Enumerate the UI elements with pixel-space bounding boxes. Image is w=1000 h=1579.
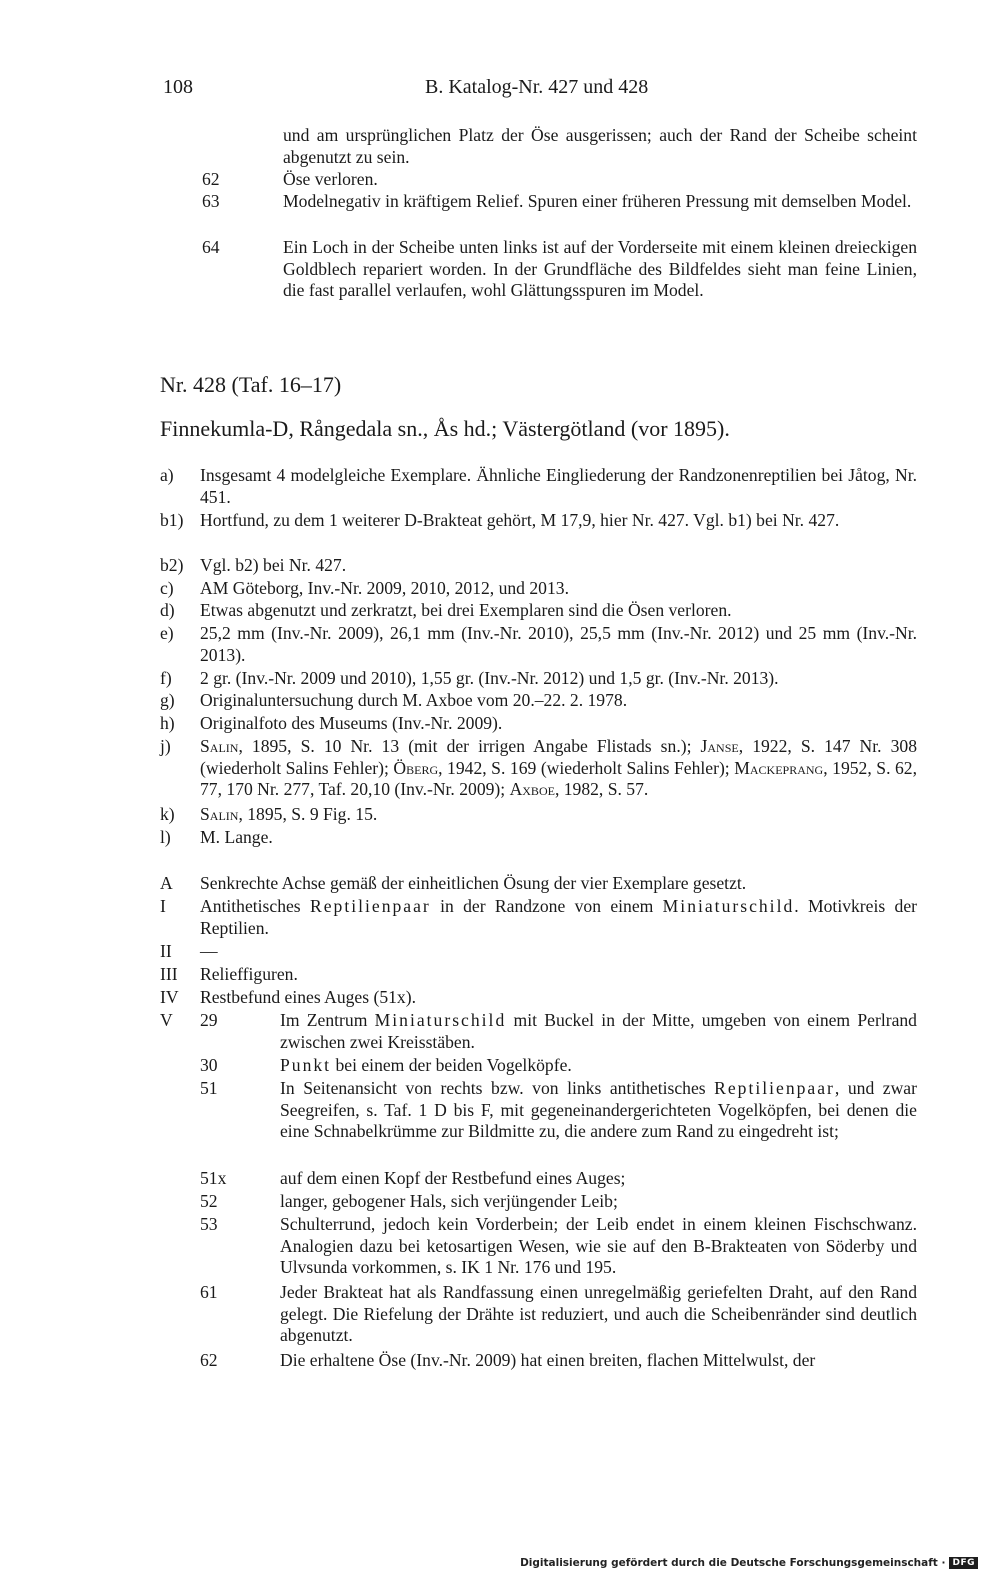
author-mackeprang: Mackeprang [734, 757, 824, 778]
funding-footer [520, 1557, 978, 1569]
author-oberg: Öberg [393, 757, 439, 778]
author-janse: Janse [700, 736, 739, 756]
author-axboe: Axboe [509, 779, 555, 800]
author-salin: Salin [200, 736, 239, 756]
entry-number-heading: Nr. 428 (Taf. 16–17) [160, 372, 342, 397]
page-number: 108 [163, 76, 193, 98]
document-page: 108 B. Katalog-Nr. 427 und 428 und am ursprünglichen Platz der Öse ausgerissen; auch der Rand der Scheibe scheint abgenutzt zu sein. 62 Öse verloren. 63 Modelnegativ in kräftigem Relief. Spuren einer früheren Pressung mit demselben Model. 64 Ein Loch in der Scheibe unten links ist auf der Vorderseite mit einem kleinen dreieckigen Goldblech repariert worden. In der Grundfläche des Bildfeldes sieht man feine Linien, die fast parallel verlaufen, wohl Glättungsspuren im Model. Nr. 428 (Taf. 16–17) Finnekumla-D, Rångedala sn., Ås hd.; Västergötland (vor 1895). a) Insgesamt 4 modelgleiche Exemplare. Ähnliche Eingliederung der Randzonenreptilien bei Jåtog, Nr. 451. b1) Hortfund, zu dem 1 weiterer D-Brakteat gehört, M 17,9, hier Nr. 427. Vgl. b1) bei Nr. 427. b2) Vgl. b2) bei Nr. 427. c) AM Göteborg, Inv.-Nr. 2009, 2010, 2012, und 2013. d) Etwas abgenutzt und zerkratzt, bei drei Exemplaren sind die Ösen verloren. e) 25,2 mm (Inv.-Nr. 2009), 26,1 mm (Inv.-Nr. 2010), 25,5 mm (Inv.-Nr. 2012) und 25 mm (Inv.-Nr. 2013). f) 2 gr. (Inv.-Nr. 2009 und 2010), 1,55 gr. (Inv.-Nr. 2012) und 1,5 gr. (Inv.-Nr. 2013). g) Originaluntersuchung durch M. Axboe vom 20.–22. 2. 1978. h) Originalfoto des Museums (Inv.-Nr. 2009). j) Salin, 1895, S. 10 Nr. 13 (mit der irrigen Angabe Flistads sn.); Janse, 1922, S. 147 Nr. 308 (wiederholt Salins Fehler); Öberg, 1942, S. 169 (wiederholt Salins Fehler); Mackeprang, 1952, S. 62, 77, 170 Nr. 277, Taf. 20,10 (Inv.-Nr. 2009); Axboe, 1982, S. 57. k) Salin, 1895, S. 9 Fig. 15. l) M. Lange. A Senkrechte Achse gemäß der einheitlichen Ösung der vier Exemplare gesetzt. I Antithetisches Reptilienpaar in der Randzone von einem Miniaturschild. Motivkreis der Reptilien. II — III Relieffiguren. IV Restbefund eines Auges (51x). V 29 Im Zentrum Miniaturschild mit Buckel in der Mitte, umgeben von einem Perlrand zwischen zwei Kreisstäben. 30 Punkt bei einem der beiden Vogelköpfe. 51 In Seitenansicht von rechts bzw. von links antithetisches Reptilienpaar, und zwar Seegreifen, s. Taf. 1 D bis F, mit gegeneinandergerichteten Vogelköpfen, bei denen die eine Schnabelkrümme zur Bildmitte zu, die andere zum Rand zu eingedreht ist; 51x auf dem einen Kopf der Restbefund eines Auges; 52 langer, gebogener Hals, sich verjüngender Leib; 53 Schulterrund, jedoch kein Vorderbein; der Leib endet in einem kleinen Fischschwanz. Analogien dazu bei ketosartigen Wesen, wie sie auf den B-Brakteaten von Söderby und Ulvsunda vorkommen, s. IK 1 Nr. 176 und 195. 61 Jeder Brakteat hat als Randfassung einen unregelmäßig geriefelten Draht, auf den Rand gelegt. Die Riefelung der Drähte ist reduziert, und auch die Scheibenränder sind deutlich abgenutzt. 62 Die erhaltene Öse (Inv.-Nr. 2009) hat einen breiten, flachen Mittelwulst, der Digitalisierung gefördert durch die Deutsche Forschungsgemeinschaft · DFG [0, 0, 1000, 1579]
author-salin: Salin [200, 804, 239, 824]
page-header [163, 76, 923, 106]
entry-title-heading: Finnekumla-D, Rångedala sn., Ås hd.; Västergötland (vor 1895). [160, 416, 730, 441]
funding-text: Digitalisierung gefördert durch die Deutsche Forschungsgemeinschaft · [520, 1557, 946, 1569]
dfg-logo-icon: DFG [949, 1557, 978, 1569]
running-head: B. Katalog-Nr. 427 und 428 [425, 76, 649, 98]
